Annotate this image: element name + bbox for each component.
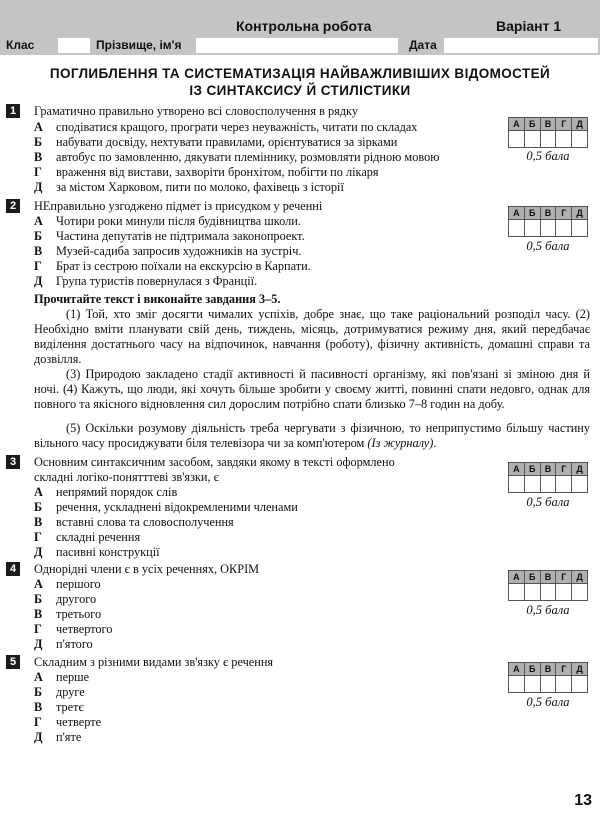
question-text: Однорідні члени є в усіх реченнях, ОКРІМ <box>34 562 260 576</box>
answer-letter: Д <box>576 208 583 218</box>
question-text: Складним з різними видами зв'язку є речення <box>34 655 274 669</box>
option-letter: Д <box>34 274 43 288</box>
option-letter: Б <box>34 500 43 514</box>
answer-cell[interactable] <box>556 676 572 692</box>
question-number: 1 <box>6 104 20 118</box>
answer-letter: А <box>509 663 525 675</box>
reading-paragraph-3-text: (5) Оскільки розумову діяльність треба чергувати з фізичною, то неприпустимо більшу частину вільного часу просиджувати біля телевізора чи за комп'ютером <box>34 421 590 450</box>
answer-cell[interactable] <box>541 584 557 600</box>
option-letter: Б <box>34 229 43 243</box>
answer-letter: В <box>541 463 557 475</box>
answer-letter: А <box>509 571 525 583</box>
reading-paragraph-3 <box>34 421 590 451</box>
header-title: Контрольна робота <box>236 18 372 34</box>
option-text: третього <box>56 607 102 621</box>
question-number: 4 <box>6 562 20 576</box>
answer-cell[interactable] <box>541 476 557 492</box>
reading-instruction: Прочитайте текст і виконайте завдання 3–5. <box>34 292 281 306</box>
option-text: четвертого <box>56 622 113 636</box>
answer-letter: Г <box>556 571 572 583</box>
reading-source: (Із журналу) <box>367 436 434 450</box>
option-letter: А <box>34 214 43 228</box>
answer-letter: А <box>509 118 525 130</box>
option-letter: Г <box>34 530 42 544</box>
option-letter: Г <box>34 622 42 636</box>
option-text: п'ятого <box>56 637 93 651</box>
option-text: першого <box>56 577 101 591</box>
option-letter: Д <box>34 180 43 194</box>
option-letter: В <box>34 700 43 714</box>
answer-cell[interactable] <box>509 220 525 236</box>
answer-letter: Д <box>576 572 583 582</box>
answer-grid <box>508 462 588 493</box>
option-letter: Д <box>34 730 43 744</box>
student-info-row <box>0 36 600 55</box>
answer-cell[interactable] <box>525 131 541 147</box>
answer-letter: В <box>541 207 557 219</box>
section-title-line2: ІЗ СИНТАКСИСУ Й СТИЛІСТИКИ <box>189 83 411 98</box>
option-letter: Г <box>34 165 42 179</box>
answer-cell[interactable] <box>509 476 525 492</box>
answer-letter: Д <box>576 464 583 474</box>
answer-cell[interactable] <box>556 584 572 600</box>
option-text: речення, ускладнені відокремленими членами <box>56 500 298 514</box>
option-text: другого <box>56 592 97 606</box>
option-text: пасивні конструкції <box>56 545 160 559</box>
option-letter: В <box>34 244 43 258</box>
answer-letter: Б <box>525 463 541 475</box>
reading-paragraph-1: (1) Той, хто зміг досягти чималих успіхів, добре знає, що таке раціональний розподіл часу. (2) Необхідно вміти планувати свій день, тиждень, місяць, дотримуватися режиму дня, який передбачає виділення достатнього часу на відпочинок, навчання (роботу), фізичну активність, домашні справи та дозвілля. <box>34 307 590 366</box>
option-letter: В <box>34 607 43 621</box>
question-text: Граматично правильно утворено всі словосполучення в рядку <box>34 104 358 118</box>
answer-cell[interactable] <box>541 676 557 692</box>
option-text: сподіватися кращого, програти через неуважність, читати по складах <box>56 120 418 134</box>
section-title-line1: ПОГЛИБЛЕННЯ ТА СИСТЕМАТИЗАЦІЯ НАЙВАЖЛИВІШИХ ВІДОМОСТЕЙ <box>49 66 551 81</box>
header-variant: Варіант 1 <box>496 18 562 34</box>
option-text: п'яте <box>56 730 82 744</box>
answer-cell[interactable] <box>525 584 541 600</box>
question-text: Основним синтаксичним засобом, завдяки якому в тексті оформлено <box>34 455 395 469</box>
answer-letter: В <box>541 571 557 583</box>
answer-letter: А <box>509 207 525 219</box>
answer-letter: Б <box>525 663 541 675</box>
question-text: НЕправильно узгоджено підмет із присудком у реченні <box>34 199 323 213</box>
answer-cell[interactable] <box>541 131 557 147</box>
option-text: Частина депутатів не підтримала законопроект. <box>56 229 305 243</box>
score-label: 0,5 бала <box>526 239 570 253</box>
option-letter: Г <box>34 259 42 273</box>
answer-cell[interactable] <box>556 220 572 236</box>
answer-letter: Г <box>556 663 572 675</box>
question-number: 3 <box>6 455 20 469</box>
option-text: за містом Харковом, пити по молоко, фахівець з історії <box>56 180 344 194</box>
answer-letter: Г <box>556 118 572 130</box>
option-letter: В <box>34 150 43 164</box>
option-text: третє <box>56 700 84 714</box>
answer-cell[interactable] <box>572 220 587 236</box>
option-text: автобус по замовленню, дякувати племіннику, розмовляти рідною мовою <box>56 150 440 164</box>
option-text: складні речення <box>56 530 141 544</box>
name-label: Прізвище, ім'я <box>96 38 182 52</box>
page-number: 13 <box>574 792 592 809</box>
question-number: 5 <box>6 655 20 669</box>
answer-letter: Г <box>556 463 572 475</box>
answer-cell[interactable] <box>572 584 587 600</box>
answer-letter: Б <box>525 571 541 583</box>
answer-cell[interactable] <box>556 476 572 492</box>
answer-cell[interactable] <box>509 676 525 692</box>
answer-cell[interactable] <box>525 676 541 692</box>
answer-cell[interactable] <box>509 131 525 147</box>
score-label: 0,5 бала <box>526 695 570 709</box>
option-text: друге <box>56 685 85 699</box>
answer-cell[interactable] <box>556 131 572 147</box>
option-text: непрямий порядок слів <box>56 485 178 499</box>
answer-letter: А <box>509 463 525 475</box>
reading-paragraph-3-end: . <box>433 436 437 450</box>
class-label: Клас <box>6 38 35 52</box>
answer-cell[interactable] <box>509 584 525 600</box>
option-letter: Д <box>34 637 43 651</box>
option-letter: В <box>34 515 43 529</box>
answer-cell[interactable] <box>541 220 557 236</box>
date-field[interactable] <box>444 38 598 53</box>
option-letter: Б <box>34 135 43 149</box>
answer-grid <box>508 570 588 601</box>
option-text: вставні слова та словосполучення <box>56 515 234 529</box>
answer-cell[interactable] <box>525 220 541 236</box>
answer-letter: Д <box>576 119 583 129</box>
answer-letter: В <box>541 118 557 130</box>
option-text: перше <box>56 670 90 684</box>
option-letter: Д <box>34 545 43 559</box>
score-label: 0,5 бала <box>526 603 570 617</box>
question-text: складні логіко-понятттеві зв'язки, є <box>34 470 219 484</box>
answer-grid <box>508 117 588 148</box>
name-field[interactable] <box>196 38 398 53</box>
option-letter: Б <box>34 592 43 606</box>
option-text: Група туристів повернулася з Франції. <box>56 274 258 288</box>
option-letter: Б <box>34 685 43 699</box>
answer-letter: Б <box>525 118 541 130</box>
answer-letter: В <box>541 663 557 675</box>
option-text: набувати досвіду, нехтувати правилами, орієнтуватися за зірками <box>56 135 398 149</box>
reading-paragraph-2: (3) Природою закладено стадії активності й пасивності організму, які пов'язані зі зміною дня й ночі. (4) Кажуть, що люди, які хочуть більше зробити у своєму житті, повинні спати недовго, однак для повного та якісного відновлення сил дорослим потрібно спати близько 7–8 годин на добу. <box>34 367 590 411</box>
option-text: четверте <box>56 715 102 729</box>
answer-cell[interactable] <box>525 476 541 492</box>
option-text: Брат із сестрою поїхали на екскурсію в Карпати. <box>56 259 311 273</box>
option-letter: Г <box>34 715 42 729</box>
question-number: 2 <box>6 199 20 213</box>
option-text: Чотири роки минули після будівництва школи. <box>56 214 301 228</box>
option-letter: А <box>34 485 43 499</box>
answer-cell[interactable] <box>572 676 587 692</box>
option-letter: А <box>34 120 43 134</box>
option-text: Музей-садиба запросив художників на зустріч. <box>56 244 302 258</box>
answer-letter: Б <box>525 207 541 219</box>
date-label: Дата <box>409 38 437 52</box>
answer-grid <box>508 662 588 693</box>
answer-letter: Д <box>576 664 583 674</box>
option-letter: А <box>34 577 43 591</box>
class-field[interactable] <box>58 38 90 53</box>
option-text: враження від вистави, захворіти бронхітом, побігти по лікаря <box>56 165 379 179</box>
score-label: 0,5 бала <box>526 495 570 509</box>
option-letter: А <box>34 670 43 684</box>
score-label: 0,5 бала <box>526 149 570 163</box>
answer-cell[interactable] <box>572 131 587 147</box>
header-band <box>0 0 600 36</box>
answer-letter: Г <box>556 207 572 219</box>
answer-grid <box>508 206 588 237</box>
answer-cell[interactable] <box>572 476 587 492</box>
